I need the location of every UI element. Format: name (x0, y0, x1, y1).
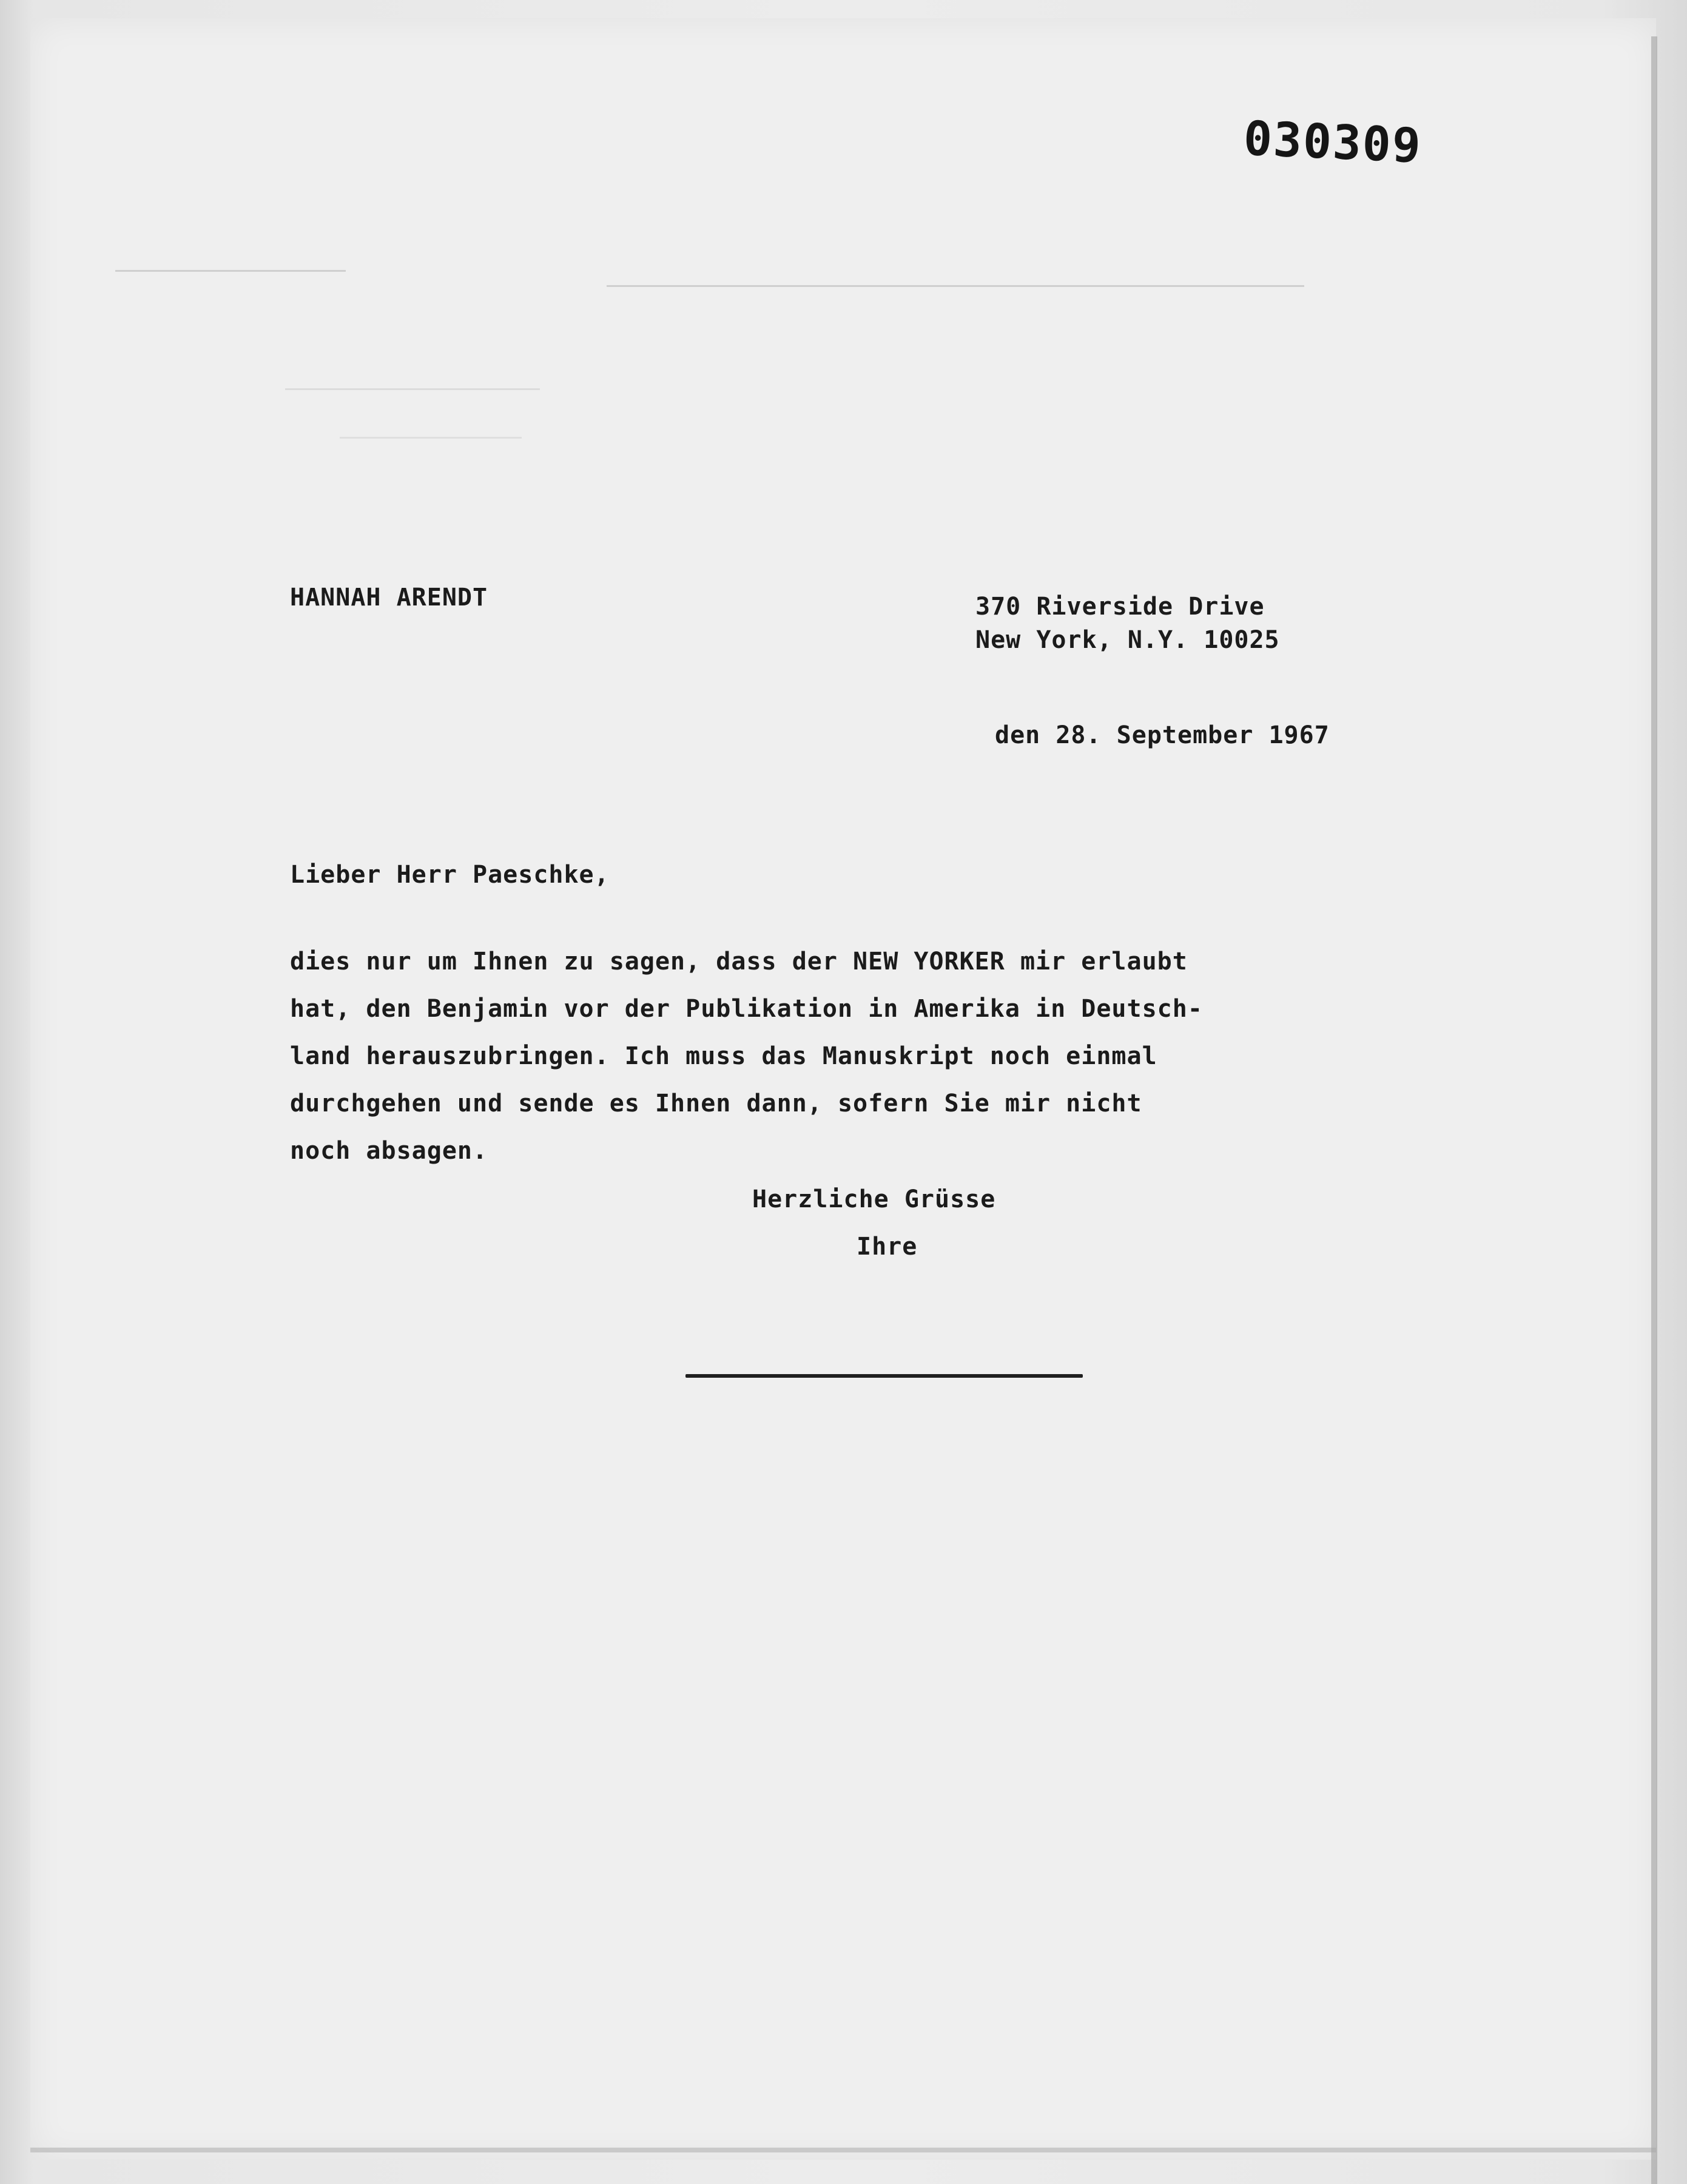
closing-greeting: Herzliche Grüsse (752, 1185, 996, 1213)
signature-line (685, 1374, 1083, 1378)
archive-number: 030309 (1242, 111, 1423, 174)
show-through-mark (607, 285, 1304, 287)
show-through-mark (285, 388, 540, 390)
paper-edge-bottom (30, 2148, 1656, 2152)
address-line-1: 370 Riverside Drive (975, 593, 1265, 621)
show-through-mark (115, 270, 346, 272)
body-line: hat, den Benjamin vor der Publikation in Amerika in Deutsch- (290, 995, 1203, 1023)
sender-name: HANNAH ARENDT (290, 584, 488, 612)
letter-date: den 28. September 1967 (995, 721, 1330, 749)
paper-sheet (30, 18, 1656, 2160)
body-line: land herauszubringen. Ich muss das Manuskript noch einmal (290, 1042, 1157, 1070)
body-line: noch absagen. (290, 1137, 488, 1165)
address-line-2: New York, N.Y. 10025 (975, 626, 1280, 654)
show-through-mark (340, 437, 522, 439)
closing-signoff: Ihre (857, 1233, 918, 1261)
body-line: durchgehen und sende es Ihnen dann, sofern Sie mir nicht (290, 1090, 1142, 1117)
body-line: dies nur um Ihnen zu sagen, dass der NEW YORKER mir erlaubt (290, 948, 1188, 976)
paper-edge-right (1651, 36, 1657, 2184)
salutation: Lieber Herr Paeschke, (290, 861, 610, 889)
